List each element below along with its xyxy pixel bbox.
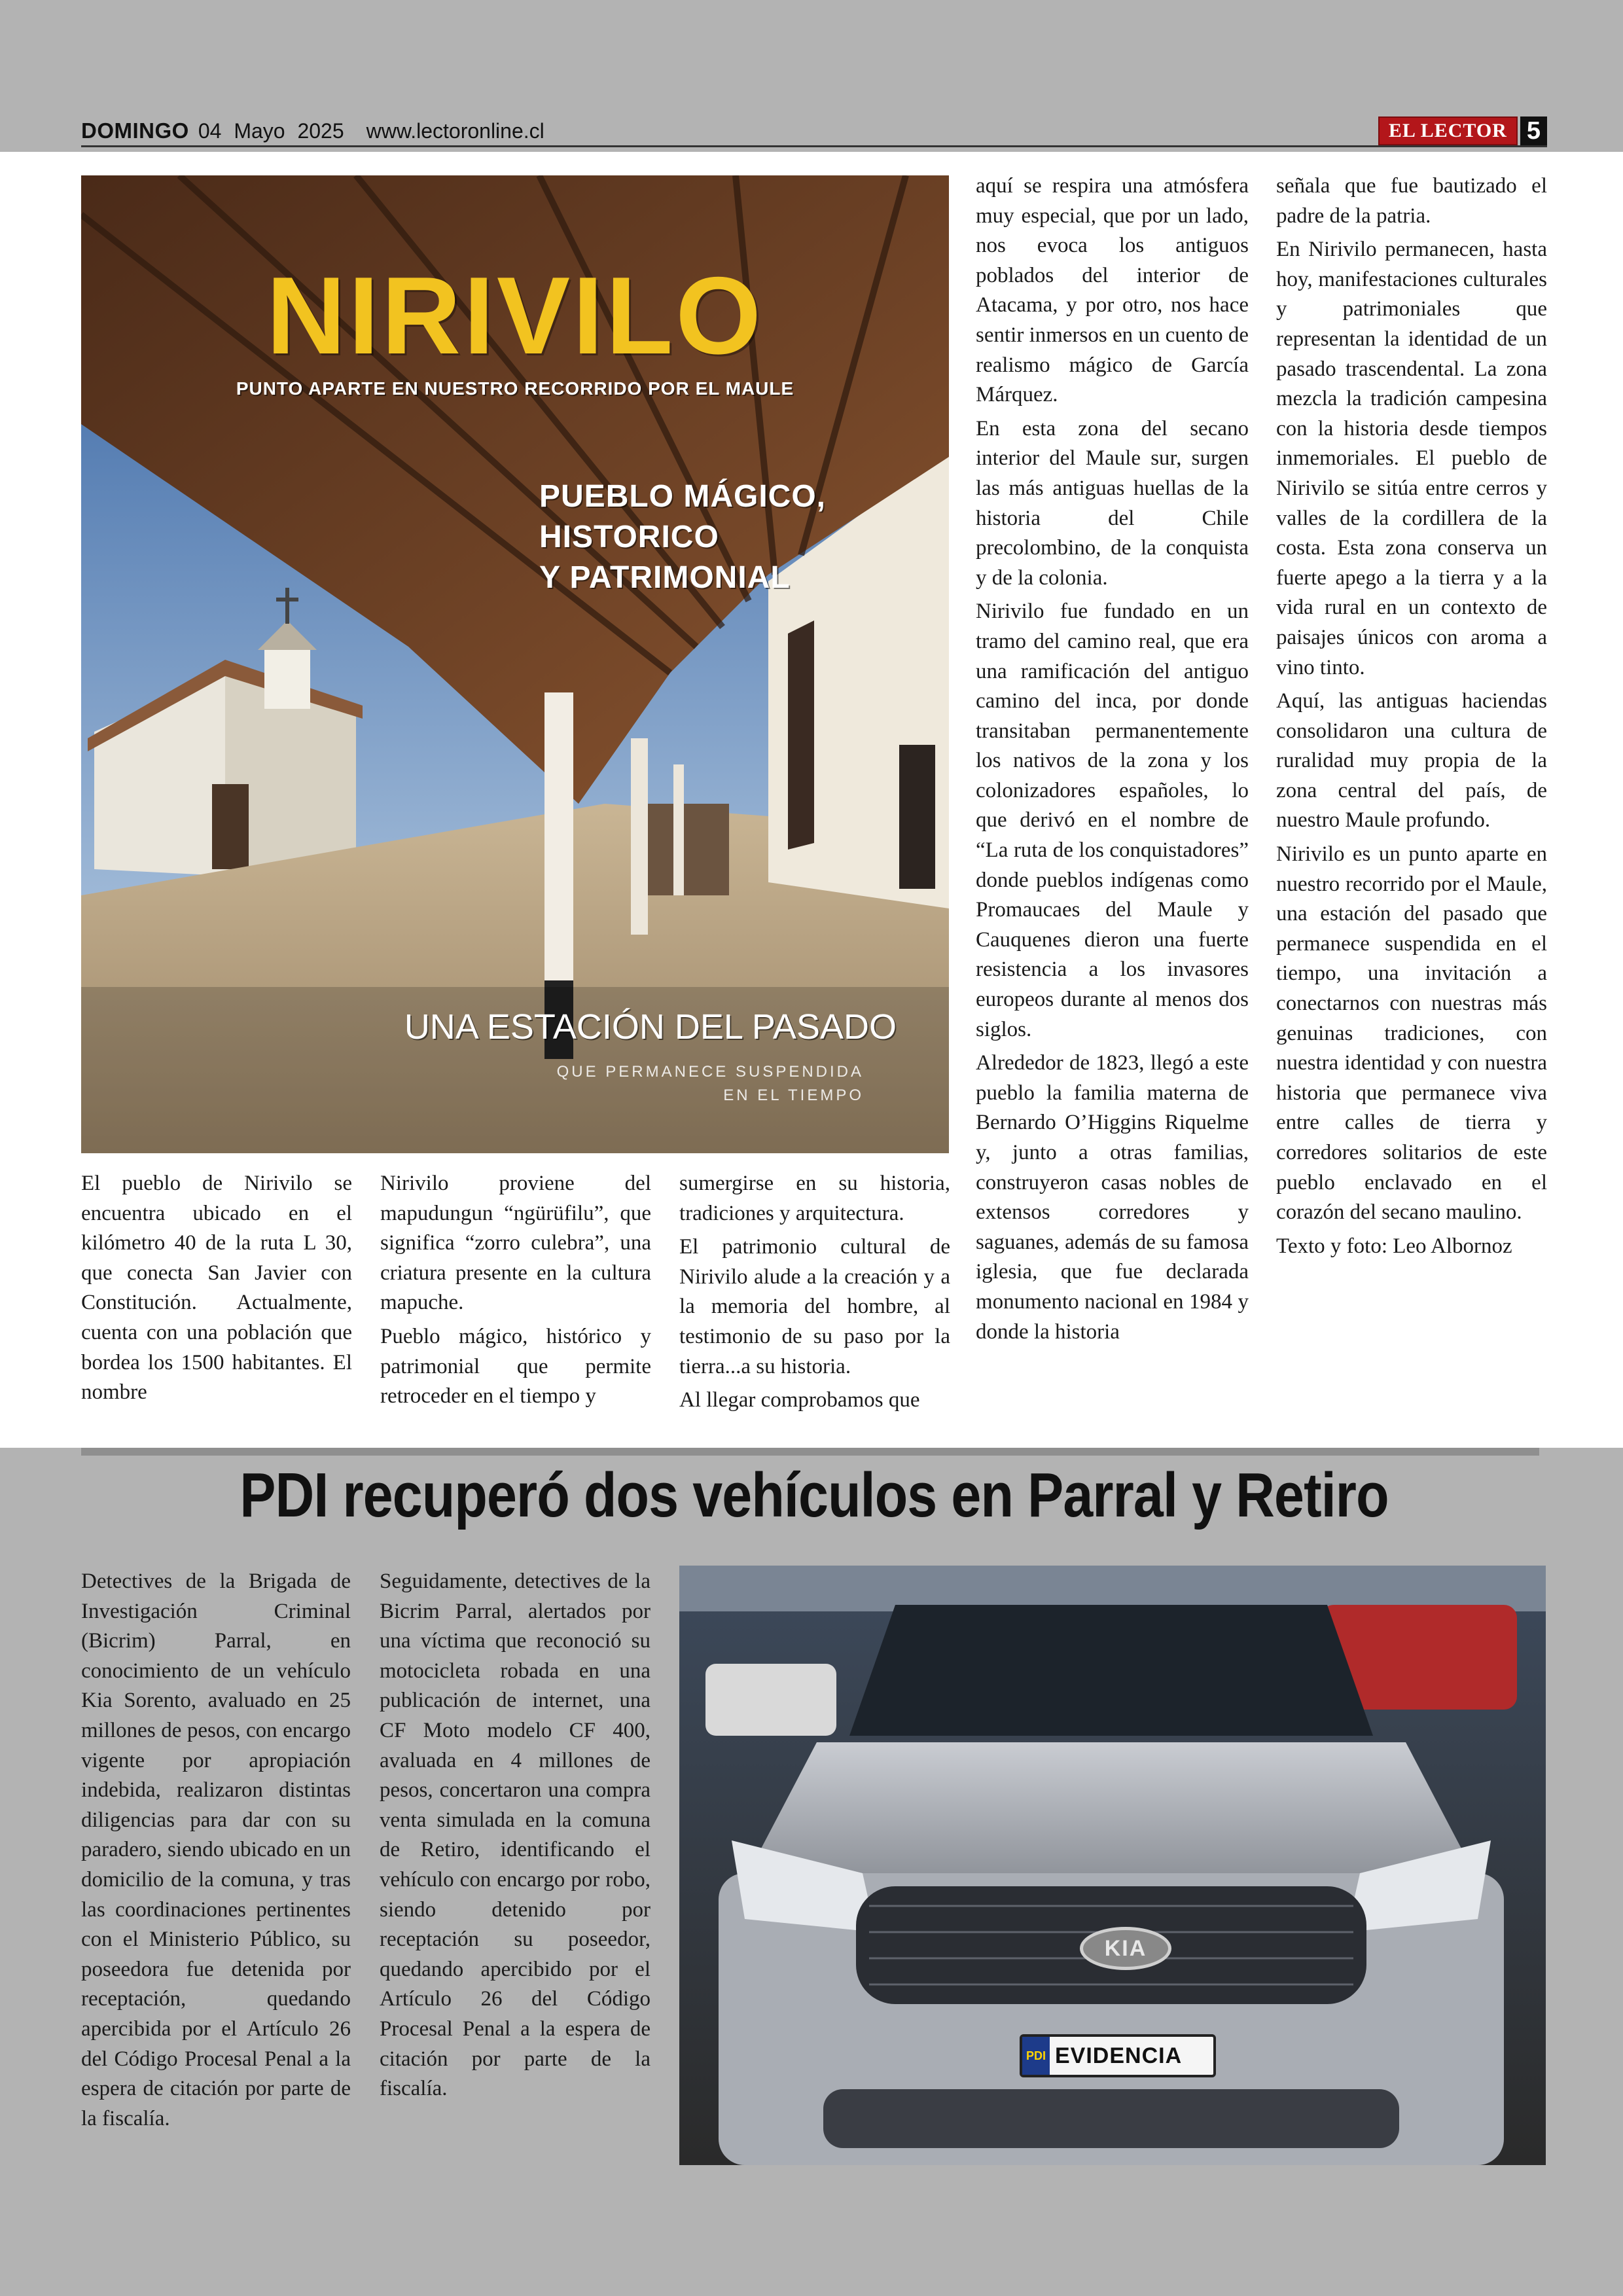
paragraph: Pueblo mágico, histórico y patrimonial que permite retroceder en el tiempo y <box>380 1324 651 1408</box>
photo-bottom-caption: UNA ESTACIÓN DEL PASADO <box>404 1007 897 1047</box>
photo-tagline-line: Y PATRIMONIAL <box>539 560 791 595</box>
page-number: 5 <box>1520 117 1547 145</box>
kia-logo: KIA <box>1080 1927 1171 1970</box>
photo-tagline-line: HISTORICO <box>539 520 719 554</box>
photo-subtitle: PUNTO APARTE EN NUESTRO RECORRIDO POR EL MAULE <box>236 378 794 399</box>
story2-column-1 <box>81 1567 351 2138</box>
story1-column-2 <box>380 1169 651 1416</box>
paragraph: En Nirivilo permanecen, hasta hoy, manifestaciones culturales y patrimoniales que representan la identidad de un pasado trascendental. La zona mezcla la tradición campesina con la historia desde tiempos inmemoriales. El pueblo de Nirivilo se sitúa entre cerros y valles de la cordillera de la costa. Esta zona conserva un fuerte apego a la tierra y a la vida rural en un contexto de paisajes únicos con aroma a vino tinto. <box>1276 238 1547 679</box>
evidence-plate <box>1020 2034 1216 2077</box>
page-header <box>81 115 1547 147</box>
paragraph: En esta zona del secano interior del Maule sur, surgen las más antiguas huellas de la historia del Chile precolombino, de la conquista y de la colonia. <box>976 416 1249 590</box>
header-date: 04 Mayo 2025 <box>198 118 344 143</box>
photo-bottom-subcaption-line: QUE PERMANECE SUSPENDIDA <box>556 1063 864 1081</box>
paragraph: sumergirse en su historia, tradiciones y arquitectura. <box>679 1172 950 1225</box>
plate-text: EVIDENCIA <box>1055 2043 1183 2068</box>
pdi-badge: PDI <box>1022 2037 1050 2075</box>
paragraph: Seguidamente, detectives de la Bicrim Parral, alertados por una víctima que reconoció su motocicleta robada en una publicación de internet, una CF Moto modelo CF 400, avaluada en 4 millones de pesos, concertaron una compra venta simulada en la comuna de Retiro, identificando el vehículo con encargo por robo, siendo detenido por receptación su poseedor, quedando apercibido por el Artículo 26 del Código Procesal Penal a la espera de citación por parte de la fiscalía. <box>380 1570 651 2101</box>
paragraph: Nirivilo proviene del mapudungun “ngürüfilu”, que significa “zorro culebra”, una criatura presente en la cultura mapuche. <box>380 1172 651 1315</box>
story1-column-5 <box>1276 171 1547 1265</box>
nirivilo-photo <box>81 175 949 1153</box>
newspaper-logo: EL LECTOR <box>1378 117 1518 145</box>
header-rule <box>81 145 1547 147</box>
photo-tagline-line: PUEBLO MÁGICO, <box>539 479 827 514</box>
header-brand <box>1378 117 1547 145</box>
recovered-car-photo <box>679 1566 1546 2165</box>
photo-title: NIRIVILO <box>266 254 764 377</box>
paragraph: Detectives de la Brigada de Investigación Criminal (Bicrim) Parral, en conocimiento de un vehículo Kia Sorento, avaluado en 25 millones de pesos, con encargo vigente por apropiación indebida, realizaron distintas diligencias para dar con su paradero, siendo ubicado en un domicilio de la comuna, y tras las coordinaciones pertinentes con el Ministerio Público, su poseedora fue detenida por receptación, quedando apercibida por el Artículo 26 del Código Procesal Penal a la espera de citación por parte de la fiscalía. <box>81 1570 351 2130</box>
story1-column-4 <box>976 171 1249 1351</box>
paragraph: aquí se respira una atmósfera muy especial, que por un lado, nos evoca los antiguos poblados del interior de Atacama, y por otro, nos hace sentir inmersos en un cuento de realismo mágico de García Márquez. <box>976 174 1249 407</box>
story1-column-3 <box>679 1169 950 1420</box>
paragraph: Aquí, las antiguas haciendas consolidaron una cultura de ruralidad muy propia de la zona central del país, de nuestro Maule profundo. <box>1276 689 1547 833</box>
photo-bottom-subcaption-line: EN EL TIEMPO <box>723 1086 864 1104</box>
photo-bottom-subcaption <box>81 1060 949 1107</box>
paragraph: El patrimonio cultural de Nirivilo alude a la creación y a la memoria del hombre, al testimonio de su paso por la tierra...a su historia. <box>679 1235 950 1378</box>
paragraph: Nirivilo es un punto aparte en nuestro recorrido por el Maule, una estación del pasado que permanece suspendida en el tiempo, una invitación a conectarnos con nuestras más genuinas tradiciones, con nuestra identidad y con nuestra historia que permanece viva entre calles de tierra y corredores solitarios de este pueblo enclavado en el corazón del secano maulino. <box>1276 842 1547 1225</box>
story2-column-2 <box>380 1567 651 2108</box>
paragraph: Alrededor de 1823, llegó a este pueblo la familia materna de Bernardo O’Higgins Riquelme y, junto a otras familias, construyeron casas nobles de extensos corredores y saguanes, además de su famosa iglesia, que fue declarada monumento nacional en 1984 y donde la historia <box>976 1051 1249 1344</box>
header-site-link[interactable]: www.lectoronline.cl <box>366 118 544 143</box>
paragraph: Al llegar comprobamos que <box>679 1388 920 1412</box>
byline: Texto y foto: Leo Albornoz <box>1276 1234 1512 1258</box>
paragraph: señala que fue bautizado el padre de la patria. <box>1276 174 1547 228</box>
story2-headline: PDI recuperó dos vehículos en Parral y Retiro <box>240 1460 1389 1530</box>
story1-column-1 <box>81 1169 352 1412</box>
section-divider <box>81 1448 1539 1456</box>
paragraph: Nirivilo fue fundado en un tramo del camino real, que era una ramificación del antiguo camino del inca, por donde transitaban permanentemente los nativos de la zona y los colonizadores españoles, lo que derivó en el nombre de “La ruta de los conquistadores” donde pueblos indígenas como Promaucaes del Maule y Cauquenes dieron una fuerte resistencia a los invasores europeos durante al menos dos siglos. <box>976 600 1249 1041</box>
paragraph: El pueblo de Nirivilo se encuentra ubicado en el kilómetro 40 de la ruta L 30, que conecta San Javier con Constitución. Actualmente, cuenta con una población que bordea los 1500 habitantes. El nombre <box>81 1172 352 1405</box>
header-day: DOMINGO <box>81 118 189 143</box>
photo-tagline <box>539 476 932 598</box>
